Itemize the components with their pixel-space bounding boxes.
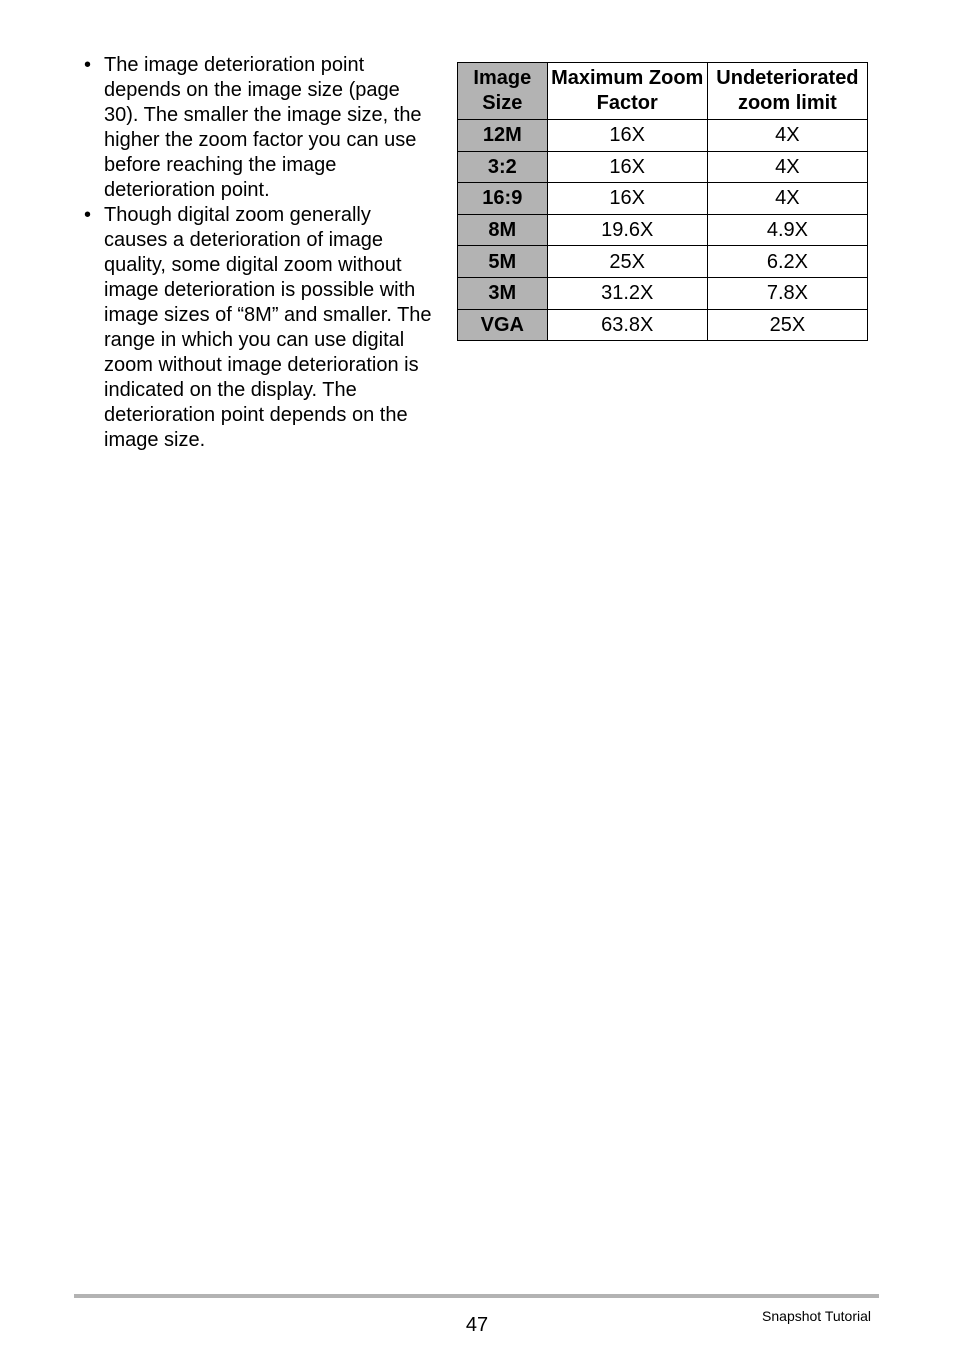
cell-maximum-zoom: 16X [547,120,707,152]
cell-undeteriorated-limit: 4X [707,183,867,215]
header-image-size: Image Size [458,63,548,120]
cell-image-size: 16:9 [458,183,548,215]
cell-image-size: 3M [458,277,548,309]
cell-undeteriorated-limit: 25X [707,309,867,341]
footer-divider [74,1294,879,1298]
table-row [458,151,868,183]
bullet-text: Though digital zoom generally causes a deterioration of image quality, some digital zoom without image deterioration is possible with image sizes of “8M” and smaller. The range in which you can use digital zoom without image deterioration is indicated on the display. The deterioration point depends on the image size. [104,204,432,451]
cell-image-size: VGA [458,309,548,341]
cell-maximum-zoom: 19.6X [547,214,707,246]
cell-undeteriorated-limit: 4X [707,120,867,152]
table-row [458,277,868,309]
bullet-item [84,203,436,453]
cell-image-size: 3:2 [458,151,548,183]
cell-image-size: 5M [458,246,548,278]
bullet-item [84,53,436,203]
table-header-row [458,63,868,120]
bullet-marker: • [84,204,92,226]
cell-maximum-zoom: 31.2X [547,277,707,309]
bullet-text: The image deterioration point depends on the image size (page 30). The smaller the image size, the higher the zoom factor you can use before reaching the image deterioration point. [104,54,422,201]
table-row [458,214,868,246]
cell-undeteriorated-limit: 6.2X [707,246,867,278]
cell-maximum-zoom: 16X [547,151,707,183]
cell-maximum-zoom: 63.8X [547,309,707,341]
table-row [458,183,868,215]
zoom-factor-table [457,62,868,341]
page-number: 47 [465,1314,489,1336]
cell-maximum-zoom: 25X [547,246,707,278]
cell-undeteriorated-limit: 4X [707,151,867,183]
table-row [458,120,868,152]
cell-maximum-zoom: 16X [547,183,707,215]
bullet-list [84,53,436,453]
cell-image-size: 8M [458,214,548,246]
header-undeteriorated-zoom-limit: Undeteriorated zoom limit [707,63,867,120]
bullet-marker: • [84,54,92,76]
header-maximum-zoom-factor: Maximum Zoom Factor [547,63,707,120]
cell-undeteriorated-limit: 4.9X [707,214,867,246]
cell-undeteriorated-limit: 7.8X [707,277,867,309]
section-name: Snapshot Tutorial [762,1308,871,1324]
table-row [458,246,868,278]
cell-image-size: 12M [458,120,548,152]
table-row [458,309,868,341]
